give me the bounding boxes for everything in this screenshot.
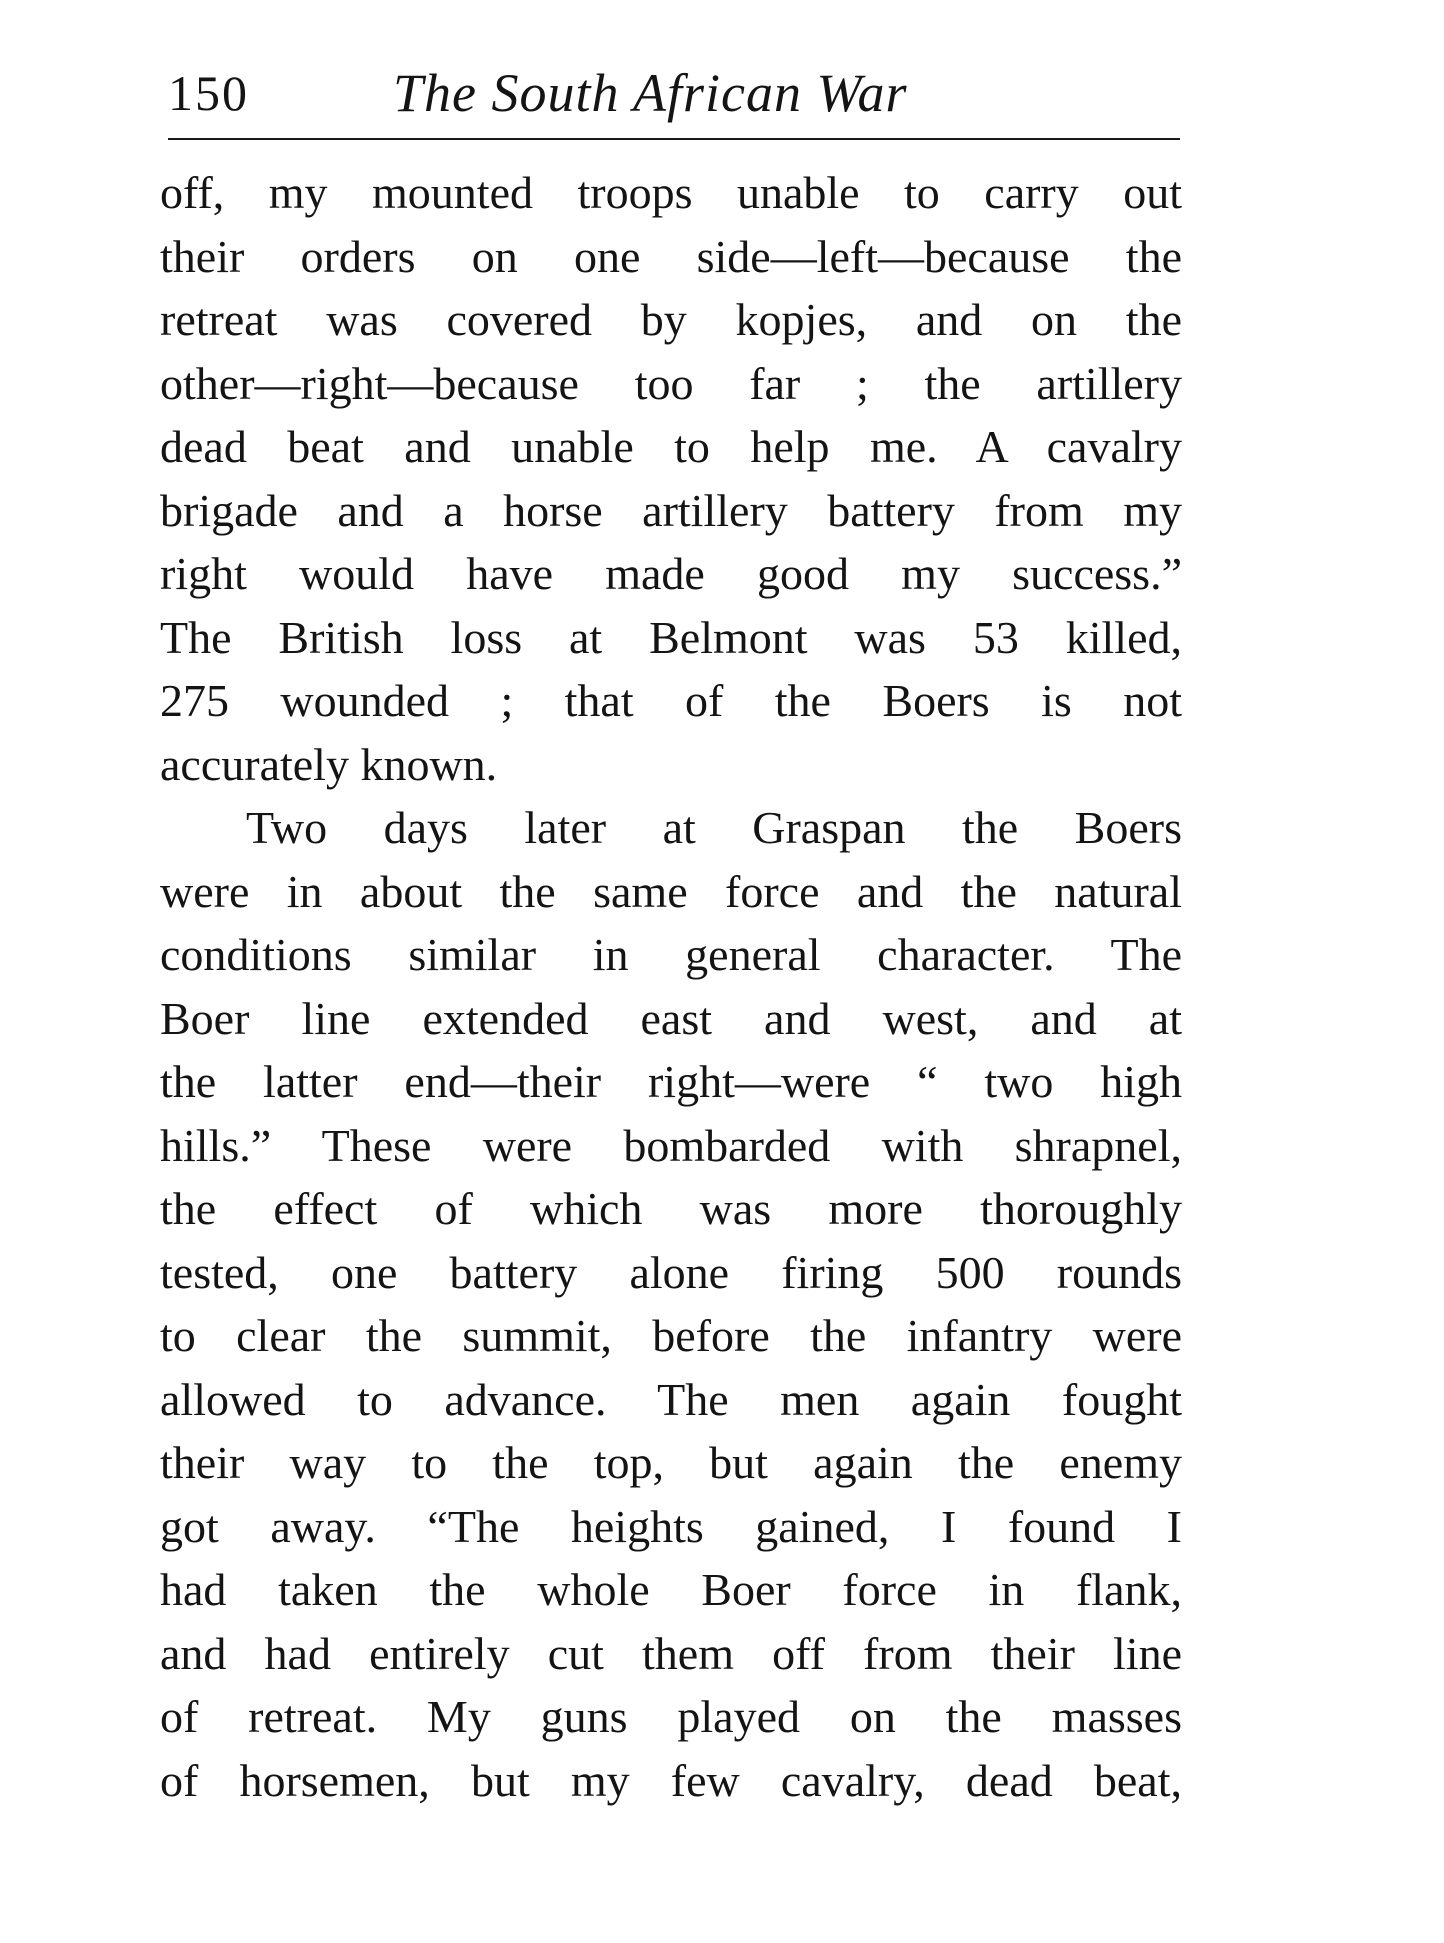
text-line: right would have made good my success.”	[160, 548, 1182, 599]
text-line: of horsemen, but my few cavalry, dead beat,	[160, 1754, 1182, 1806]
text-line: the effect of which was more thoroughly	[160, 1183, 1182, 1234]
text-line: allowed to advance. The men again fought	[160, 1373, 1182, 1425]
text-line: hills.” These were bombarded with shrapnel,	[160, 1119, 1182, 1171]
text-line: accurately known.	[160, 738, 498, 790]
header-rule	[168, 138, 1180, 140]
text-line: to clear the summit, before the infantry were	[160, 1310, 1182, 1361]
text-line: tested, one battery alone firing 500 rounds	[160, 1246, 1182, 1298]
text-line: other—right—because too far ; the artillery	[160, 357, 1182, 409]
text-line: Boer line extended east and west, and at	[160, 992, 1182, 1044]
text-line: were in about the same force and the natural	[160, 865, 1182, 917]
text-line: retreat was covered by kopjes, and on the	[160, 294, 1182, 345]
text-line: The British loss at Belmont was 53 killed,	[160, 611, 1182, 663]
text-line: their way to the top, but again the enemy	[160, 1437, 1182, 1488]
page-header	[168, 58, 1180, 128]
text-line: the latter end—their right—were “ two high	[160, 1056, 1182, 1107]
text-line: got away. “The heights gained, I found I	[160, 1500, 1182, 1552]
text-line: and had entirely cut them off from their line	[160, 1627, 1182, 1679]
running-title: The South African War	[393, 63, 908, 123]
text-line: had taken the whole Boer force in flank,	[160, 1564, 1182, 1615]
body-text	[160, 161, 1182, 1812]
text-line: dead beat and unable to help me. A cavalry	[160, 421, 1182, 472]
paragraph-start-line: Two days later at Graspan the Boers	[246, 802, 1182, 853]
text-line: conditions similar in general character. The	[160, 929, 1182, 980]
text-line: off, my mounted troops unable to carry out	[160, 167, 1182, 218]
page-number: 150	[168, 65, 249, 121]
text-line: of retreat. My guns played on the masses	[160, 1691, 1182, 1742]
text-line: 275 wounded ; that of the Boers is not	[160, 675, 1182, 726]
text-line: brigade and a horse artillery battery from my	[160, 484, 1182, 536]
text-line: their orders on one side—left—because the	[160, 230, 1182, 282]
